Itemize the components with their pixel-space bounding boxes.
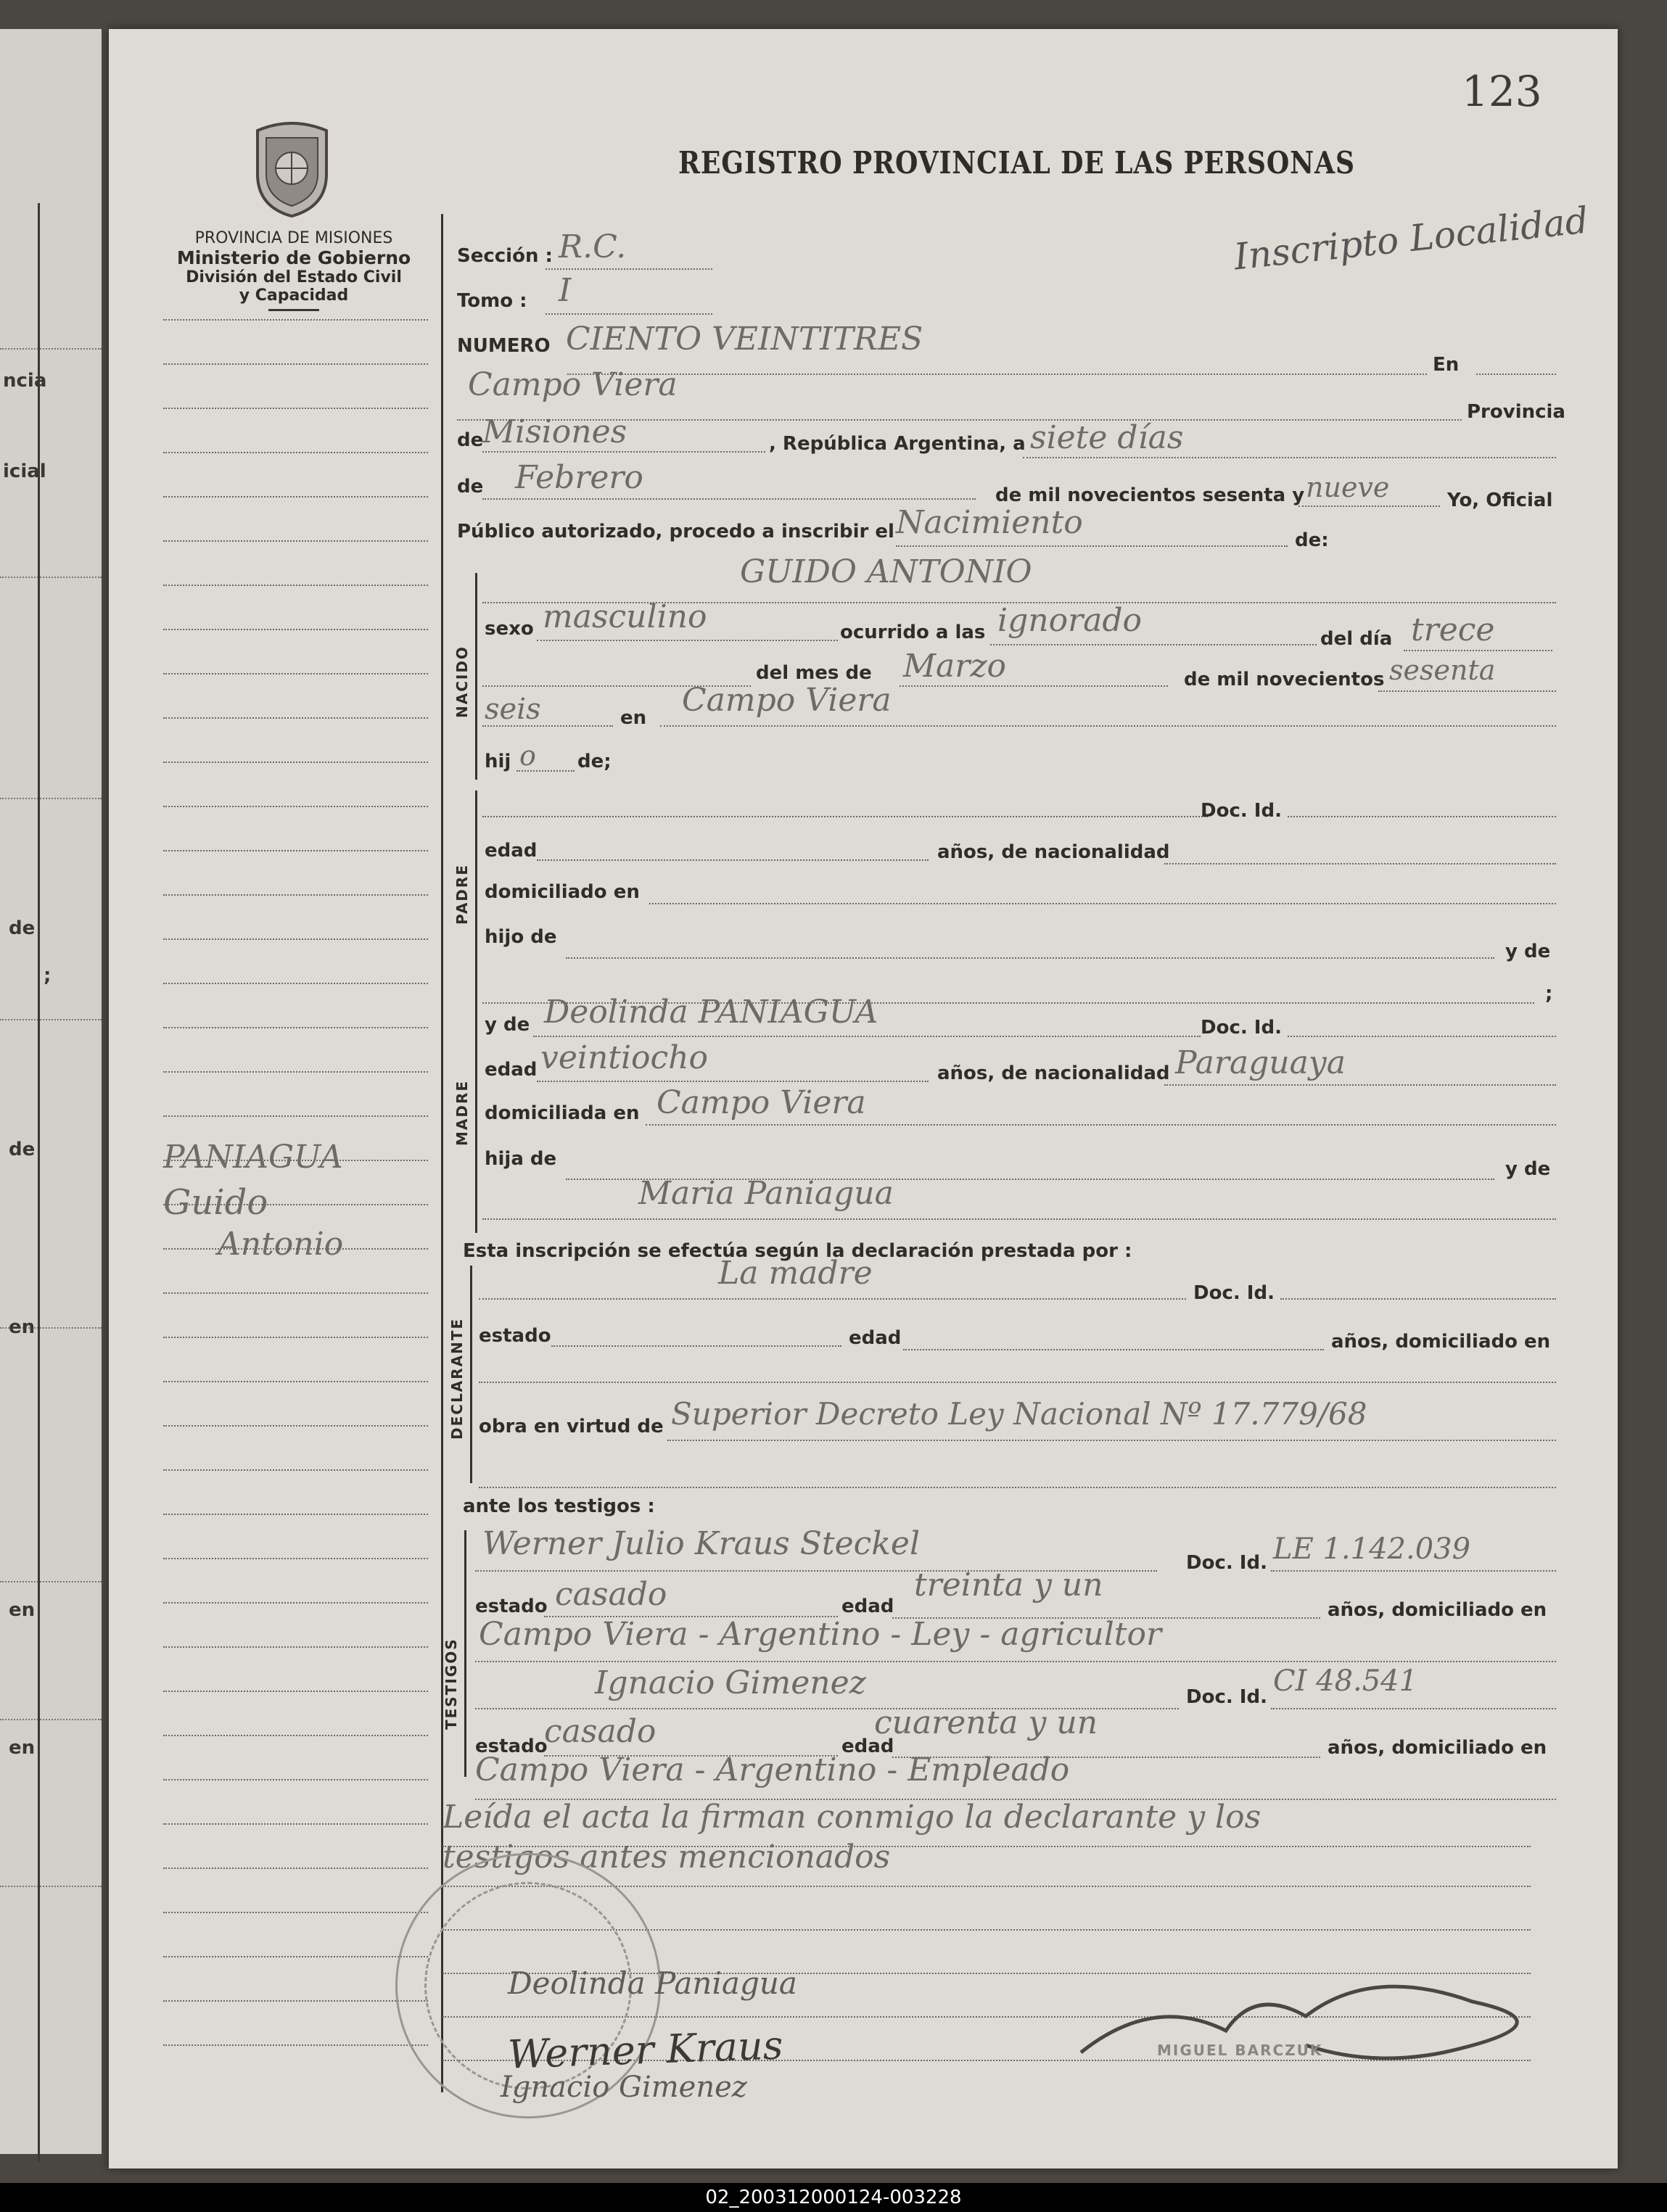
value-mes: Marzo [903,648,1006,685]
signature-declarante: Deolinda Paniagua [508,1965,797,2001]
label-yo-oficial: Yo, Oficial [1447,490,1553,511]
value-anio-nac-2: seis [485,693,541,726]
value-seccion: R.C. [559,228,627,265]
field-line [537,640,838,641]
label-edad: edad [485,1059,538,1081]
value-nombre: GUIDO ANTONIO [740,553,1032,590]
label-edad: edad [841,1736,894,1757]
inscripto-stamp: Inscripto Localidad [1232,199,1591,278]
value-lugar-nac: Campo Viera [682,682,892,719]
margin-rule [163,1956,428,1957]
label-del-mes: del mes de [756,662,872,684]
left-page-text: icial [3,461,46,482]
left-page-rule [0,1719,102,1720]
left-page-rule [0,1886,102,1887]
margin-rule [163,585,428,586]
value-leida-2: testigos antes mencionados [443,1838,891,1875]
margin-rule [163,1469,428,1471]
side-label-nacido: NACIDO [453,645,471,718]
section-bracket-testigos [464,1530,466,1777]
value-testigo2-edad: cuarenta y un [874,1704,1098,1741]
label-hijo-de: hijo de [485,926,557,948]
field-line [551,1345,841,1347]
office-line: PROVINCIA DE MISIONES [194,229,393,247]
value-anio: nueve [1306,471,1390,503]
left-page-text: en [9,1316,36,1338]
field-line [482,816,1208,817]
value-sexo: masculino [543,598,707,635]
label-anios-nac: años, de nacionalidad [937,841,1170,863]
field-line [533,1036,1201,1037]
label-hija-de: hija de [485,1148,557,1170]
field-line [537,859,929,861]
office-line: Ministerio de Gobierno [176,247,411,268]
value-testigo1-doc: LE 1.142.039 [1273,1532,1471,1566]
value-tomo: I [559,272,572,309]
value-declarante: La madre [718,1255,873,1292]
label-publico: Público autorizado, procedo a inscribir el [457,521,894,542]
office-line: División del Estado Civil [186,268,402,286]
margin-rule [163,496,428,498]
side-label-padre: PADRE [453,864,471,925]
field-line [479,1298,1186,1300]
label-doc-id: Doc. Id. [1201,800,1282,822]
section-bracket-declarante [470,1266,472,1483]
margin-rule [163,1691,428,1692]
value-madre-nac: Paraguaya [1175,1044,1346,1081]
margin-rule [163,1558,428,1559]
label-tomo: Tomo : [457,290,527,312]
margin-rule [163,1381,428,1382]
margin-rule [163,1027,428,1028]
field-line [1476,374,1556,375]
value-testigo2-doc: CI 48.541 [1273,1664,1418,1698]
value-testigo1-edad: treinta y un [914,1567,1103,1604]
label-declaracion: Esta inscripción se efectúa según la declaración prestada por : [463,1240,1132,1262]
left-page-border [38,203,40,2161]
margin-rule [163,1514,428,1515]
margin-name2: Antonio [218,1226,344,1263]
margin-rule [163,717,428,719]
margin-rule [163,1115,428,1117]
label-ocurrido: ocurrido a las [840,622,986,643]
value-testigo1-dom: Campo Viera - Argentino - Ley - agricultor [479,1616,1161,1653]
label-de-mil2: de mil novecientos [1184,669,1385,690]
margin-rule [163,1735,428,1736]
margin-rule [163,1868,428,1869]
field-line [475,1661,1556,1662]
value-hij-suffix: o [519,740,536,772]
label-edad: edad [485,840,538,862]
left-page-rule [0,1581,102,1582]
field-line [1288,816,1556,817]
field-line [1378,690,1556,692]
margin-rule [163,2000,428,2002]
margin-rule [163,319,428,321]
label-edad: edad [849,1327,902,1349]
field-line [649,903,1556,904]
value-testigo2: Ignacio Gimenez [595,1664,866,1701]
margin-rule [163,850,428,851]
value-testigo2-estado: casado [544,1713,656,1750]
office-block [156,229,432,311]
value-madre-nombre: Deolinda PANIAGUA [544,994,878,1031]
left-page-rule [0,577,102,578]
label-anios-dom: años, domiciliado en [1328,1599,1547,1621]
value-testigo1-estado: casado [555,1576,667,1613]
margin-rule [163,1292,428,1294]
margin-rule [163,762,428,763]
field-line [482,1218,1556,1220]
label-de-mil: de mil novecientos sesenta y [995,484,1305,506]
left-page-text: de [9,1139,36,1160]
label-hij: hij [485,751,511,772]
value-madre-edad: veintiocho [540,1039,709,1076]
value-madre-dom: Campo Viera [656,1084,866,1121]
signature-testigo2: Ignacio Gimenez [501,2071,747,2104]
margin-rule [163,1779,428,1780]
label-provincia: Provincia [1467,401,1565,423]
field-line [1298,505,1440,507]
label-edad: edad [841,1596,894,1617]
value-hora: ignorado [997,602,1142,639]
value-provincia: Misiones [482,413,627,450]
field-line [546,268,712,270]
left-page-text: ncia [3,370,47,392]
value-fecha-dia: siete días [1030,419,1184,456]
value-leida-1: Leída el acta la firman conmigo la declarante y los [443,1799,1261,1836]
label-de: de [457,476,484,498]
section-bracket-madre [475,1012,477,1233]
label-numero: NUMERO [457,335,551,357]
value-testigo2-dom: Campo Viera - Argentino - Empleado [475,1751,1070,1788]
margin-rule [163,2044,428,2046]
field-line [660,725,1556,727]
value-dia: trece [1411,611,1495,648]
field-line [1288,1036,1556,1037]
left-page-text: en [9,1599,36,1621]
signature-oficial-icon [1066,1973,1589,2089]
signature-testigo1: Werner Kraus [507,2022,784,2078]
label-obra: obra en virtud de [479,1416,664,1437]
left-page-text: en [9,1737,36,1759]
margin-rule [163,363,428,365]
margin-rule [163,629,428,630]
field-line [903,1349,1324,1350]
field-line [896,545,1288,547]
side-label-madre: MADRE [453,1079,471,1146]
label-anios-dom: años, domiciliado en [1328,1737,1547,1759]
field-line [1280,1298,1556,1300]
left-page-rule [0,1019,102,1020]
margin-rule [163,894,428,896]
field-line [990,644,1317,645]
label-de: de [457,429,484,451]
label-en: En [1433,354,1460,376]
value-testigo1: Werner Julio Kraus Steckel [482,1525,921,1562]
label-estado: estado [475,1596,548,1617]
office-line: y Capacidad [239,286,349,305]
field-line [537,1081,929,1082]
label-ante-testigos: ante los testigos : [463,1495,655,1517]
label-doc-id: Doc. Id. [1201,1017,1282,1039]
field-line [900,685,1168,687]
label-seccion: Sección : [457,245,553,267]
margin-rule [163,673,428,674]
margin-rule [163,452,428,453]
margin-rule [163,1912,428,1913]
value-localidad: Campo Viera [468,366,678,403]
left-page [0,29,102,2154]
margin-rule [163,1071,428,1073]
margin-rule [163,1602,428,1604]
field-line [1271,1570,1556,1572]
label-republica: , República Argentina, a [769,433,1026,455]
value-numero: CIENTO VEINTITRES [566,321,923,358]
label-estado: estado [479,1325,551,1347]
field-line [479,1382,1556,1383]
field-line [567,374,1427,375]
value-madre-padres: Maria Paniagua [638,1175,894,1212]
label-doc-id: Doc. Id. [1193,1282,1275,1304]
label-anios-dom: años, domiciliado en [1331,1331,1551,1353]
label-estado: estado [475,1736,548,1757]
label-en2: en [620,707,647,729]
document-title: REGISTRO PROVINCIAL DE LAS PERSONAS [678,145,1355,181]
page-number: 123 [1462,67,1542,116]
value-anio-nac-1: sesenta [1389,654,1496,686]
margin-rule [163,408,428,409]
label-domiciliado: domiciliado en [485,881,640,903]
label-y-de2: y de [485,1014,530,1036]
value-obra-virtud: Superior Decreto Ley Nacional Nº 17.779/68 [671,1396,1367,1432]
label-anios-nac: años, de nacionalidad [937,1062,1170,1084]
label-doc-id-short: Doc. Id. [1186,1686,1267,1708]
field-line [566,957,1494,959]
margin-rule [163,540,428,542]
label-semicolon: ; [1545,983,1553,1004]
margin-surname: PANIAGUA [163,1139,343,1176]
side-label-testigos: TESTIGOS [443,1638,460,1730]
footer-filename: 02_200312000124-003228 [0,2183,1667,2212]
margin-name1: Guido [163,1182,268,1223]
margin-rule [163,806,428,807]
value-fecha-mes: Febrero [515,459,643,496]
label-doc-id-short: Doc. Id. [1186,1552,1267,1574]
field-line [1271,1708,1556,1709]
field-line [1023,457,1556,458]
oficial-stamp-text: MIGUEL BARCZUK [1157,2042,1323,2059]
field-line [667,1440,1556,1441]
field-line [1164,863,1556,864]
margin-rule [163,1337,428,1338]
field-line [1164,1084,1556,1086]
margin-rule [163,1425,428,1427]
left-page-text: ; [44,965,52,986]
field-line [482,451,765,453]
label-y-de: y de [1505,941,1551,962]
field-line [646,1124,1556,1126]
left-page-text: de [9,917,36,939]
margin-rule [163,1823,428,1825]
field-line [482,498,976,500]
section-bracket-padre [475,791,477,1012]
section-bracket-nacido [475,573,477,780]
left-page-rule [0,348,102,350]
province-crest-icon [250,116,334,218]
label-y-de: y de [1505,1158,1551,1180]
label-del-dia: del día [1320,628,1393,650]
field-line [546,313,712,315]
label-de-semi: de; [577,751,612,772]
field-line [1404,650,1552,651]
left-page-rule [0,798,102,799]
margin-rule [163,1646,428,1648]
label-sexo: sexo [485,618,534,640]
margin-rule [163,983,428,984]
label-de-colon: de: [1295,529,1329,551]
label-domiciliada: domiciliada en [485,1102,640,1124]
side-label-declarante: DECLARANTE [448,1317,466,1440]
value-acto: Nacimiento [896,504,1083,541]
field-line [479,1487,1556,1488]
margin-rule [163,938,428,940]
